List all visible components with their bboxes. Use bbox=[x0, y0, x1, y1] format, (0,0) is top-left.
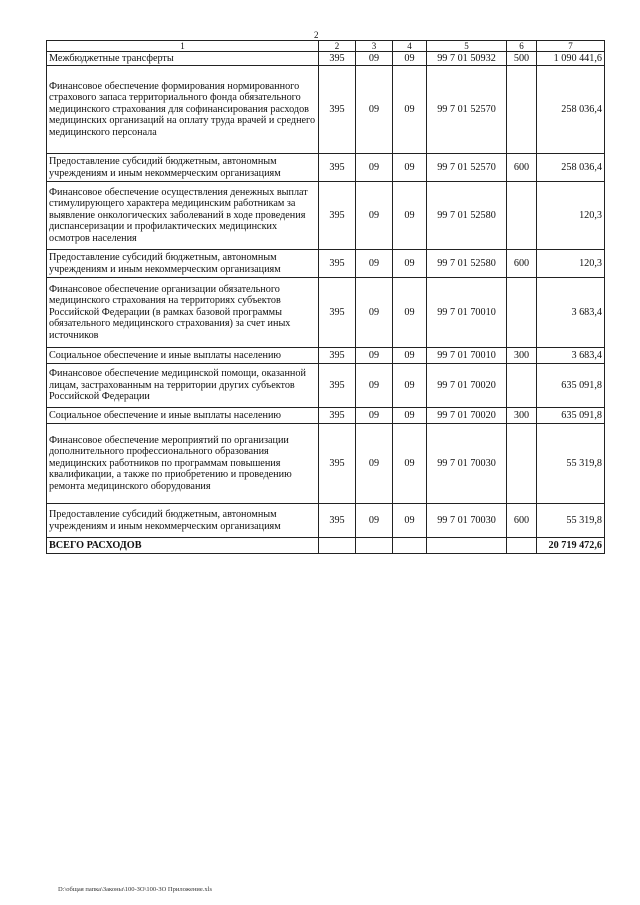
row-amount: 120,3 bbox=[537, 182, 605, 250]
row-amount: 635 091,8 bbox=[537, 408, 605, 424]
row-target-article: 99 7 01 52570 bbox=[427, 154, 507, 182]
row-expense-type: 300 bbox=[507, 408, 537, 424]
row-section: 09 bbox=[356, 408, 393, 424]
row-amount: 55 319,8 bbox=[537, 504, 605, 538]
row-expense-type bbox=[507, 424, 537, 504]
row-expense-type bbox=[507, 278, 537, 348]
row-section: 09 bbox=[356, 182, 393, 250]
row-ved: 395 bbox=[319, 408, 356, 424]
row-section: 09 bbox=[356, 52, 393, 66]
row-name: Финансовое обеспечение организации обязательного медицинского страхования на территориях субъектов Российской Федерации (в рамках базовой программы обязательного медицинского страхования) за счет иных источников bbox=[47, 278, 319, 348]
row-expense-type bbox=[507, 364, 537, 408]
column-number-row bbox=[47, 41, 605, 52]
row-ved: 395 bbox=[319, 182, 356, 250]
row-target-article: 99 7 01 52580 bbox=[427, 182, 507, 250]
row-section: 09 bbox=[356, 504, 393, 538]
total-amount: 20 719 472,6 bbox=[537, 538, 605, 554]
row-ved: 395 bbox=[319, 278, 356, 348]
row-expense-type: 300 bbox=[507, 348, 537, 364]
table-row bbox=[47, 364, 605, 408]
row-target-article: 99 7 01 70020 bbox=[427, 408, 507, 424]
row-subsection: 09 bbox=[393, 182, 427, 250]
row-ved: 395 bbox=[319, 154, 356, 182]
row-ved: 395 bbox=[319, 348, 356, 364]
row-amount: 120,3 bbox=[537, 250, 605, 278]
total-empty-cell bbox=[356, 538, 393, 554]
row-target-article: 99 7 01 70010 bbox=[427, 348, 507, 364]
row-target-article: 99 7 01 70020 bbox=[427, 364, 507, 408]
row-target-article: 99 7 01 70030 bbox=[427, 424, 507, 504]
row-target-article: 99 7 01 50932 bbox=[427, 52, 507, 66]
table-row bbox=[47, 424, 605, 504]
row-name: Социальное обеспечение и иные выплаты населению bbox=[47, 348, 319, 364]
column-number: 6 bbox=[507, 41, 537, 52]
row-subsection: 09 bbox=[393, 348, 427, 364]
row-name: Финансовое обеспечение медицинской помощи, оказанной лицам, застрахованным на территории других субъектов Российской Федерации bbox=[47, 364, 319, 408]
total-row bbox=[47, 538, 605, 554]
row-ved: 395 bbox=[319, 250, 356, 278]
row-expense-type: 600 bbox=[507, 504, 537, 538]
row-section: 09 bbox=[356, 154, 393, 182]
row-section: 09 bbox=[356, 66, 393, 154]
row-amount: 635 091,8 bbox=[537, 364, 605, 408]
table-row bbox=[47, 408, 605, 424]
row-name: Межбюджетные трансферты bbox=[47, 52, 319, 66]
table-row bbox=[47, 66, 605, 154]
table-row bbox=[47, 52, 605, 66]
row-expense-type bbox=[507, 66, 537, 154]
row-name: Предоставление субсидий бюджетным, автономным учреждениям и иным некоммерческим организациям bbox=[47, 154, 319, 182]
row-expense-type bbox=[507, 182, 537, 250]
row-subsection: 09 bbox=[393, 364, 427, 408]
column-number: 5 bbox=[427, 41, 507, 52]
row-amount: 258 036,4 bbox=[537, 154, 605, 182]
row-subsection: 09 bbox=[393, 278, 427, 348]
row-expense-type: 500 bbox=[507, 52, 537, 66]
table-row bbox=[47, 278, 605, 348]
expenditure-table bbox=[46, 40, 605, 554]
row-section: 09 bbox=[356, 348, 393, 364]
total-empty-cell bbox=[319, 538, 356, 554]
row-target-article: 99 7 01 52580 bbox=[427, 250, 507, 278]
row-amount: 1 090 441,6 bbox=[537, 52, 605, 66]
row-expense-type: 600 bbox=[507, 250, 537, 278]
row-section: 09 bbox=[356, 424, 393, 504]
total-empty-cell bbox=[507, 538, 537, 554]
column-number: 1 bbox=[47, 41, 319, 52]
row-name: Финансовое обеспечение формирования нормированного страхового запаса территориального фонда обязательного медицинского страхования для софинансирования расходов медицинских организаций на оплату труда врачей и среднего медицинского персонала bbox=[47, 66, 319, 154]
row-subsection: 09 bbox=[393, 250, 427, 278]
row-target-article: 99 7 01 52570 bbox=[427, 66, 507, 154]
row-target-article: 99 7 01 70010 bbox=[427, 278, 507, 348]
row-section: 09 bbox=[356, 278, 393, 348]
row-name: Социальное обеспечение и иные выплаты населению bbox=[47, 408, 319, 424]
row-section: 09 bbox=[356, 364, 393, 408]
row-amount: 55 319,8 bbox=[537, 424, 605, 504]
row-name: Предоставление субсидий бюджетным, автономным учреждениям и иным некоммерческим организациям bbox=[47, 504, 319, 538]
page-number: 2 bbox=[314, 30, 319, 40]
column-number: 3 bbox=[356, 41, 393, 52]
row-name: Финансовое обеспечение осуществления денежных выплат стимулирующего характера медицинским работникам за выявление онкологических заболеваний в ходе проведения диспансеризации и профилактических медицинских осмотров населения bbox=[47, 182, 319, 250]
row-subsection: 09 bbox=[393, 154, 427, 182]
row-ved: 395 bbox=[319, 66, 356, 154]
row-name: Финансовое обеспечение мероприятий по организации дополнительного профессионального образования медицинских работников по программам повышения квалификации, а также по приобретению и проведению ремонта медицинского оборудования bbox=[47, 424, 319, 504]
row-subsection: 09 bbox=[393, 424, 427, 504]
row-target-article: 99 7 01 70030 bbox=[427, 504, 507, 538]
table-row bbox=[47, 250, 605, 278]
row-expense-type: 600 bbox=[507, 154, 537, 182]
row-subsection: 09 bbox=[393, 66, 427, 154]
row-amount: 3 683,4 bbox=[537, 348, 605, 364]
row-subsection: 09 bbox=[393, 52, 427, 66]
table-row bbox=[47, 154, 605, 182]
column-number: 7 bbox=[537, 41, 605, 52]
row-name: Предоставление субсидий бюджетным, автономным учреждениям и иным некоммерческим организациям bbox=[47, 250, 319, 278]
row-subsection: 09 bbox=[393, 408, 427, 424]
row-ved: 395 bbox=[319, 364, 356, 408]
row-section: 09 bbox=[356, 250, 393, 278]
row-subsection: 09 bbox=[393, 504, 427, 538]
total-empty-cell bbox=[393, 538, 427, 554]
row-ved: 395 bbox=[319, 52, 356, 66]
column-number: 2 bbox=[319, 41, 356, 52]
total-empty-cell bbox=[427, 538, 507, 554]
table-row bbox=[47, 348, 605, 364]
table-row bbox=[47, 504, 605, 538]
column-number: 4 bbox=[393, 41, 427, 52]
row-ved: 395 bbox=[319, 424, 356, 504]
row-ved: 395 bbox=[319, 504, 356, 538]
file-path-footer: D:\общая папка\Законы\100-ЗО\100-ЗО Приложение.xls bbox=[58, 886, 213, 893]
table-row bbox=[47, 182, 605, 250]
total-label: ВСЕГО РАСХОДОВ bbox=[47, 538, 319, 554]
row-amount: 258 036,4 bbox=[537, 66, 605, 154]
row-amount: 3 683,4 bbox=[537, 278, 605, 348]
